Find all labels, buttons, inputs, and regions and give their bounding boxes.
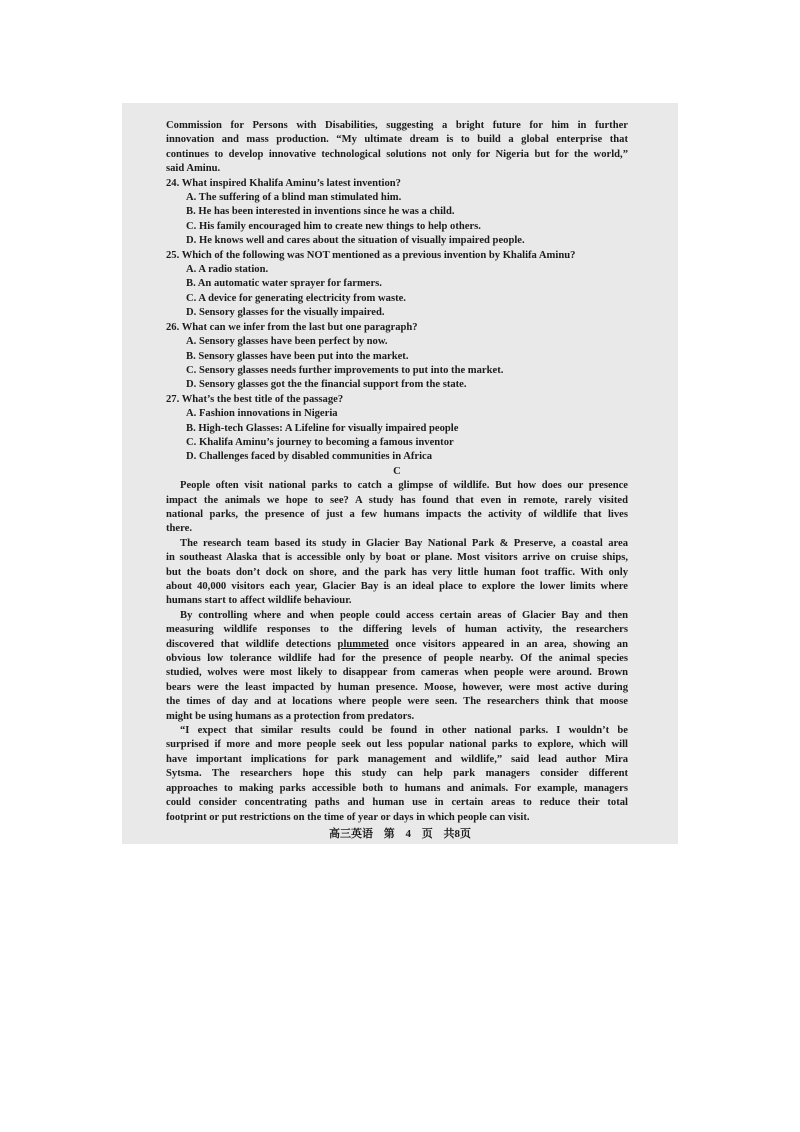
passage-line: about 40,000 visitors each year, Glacier Bay is an ideal place to explore the lower limits where — [166, 581, 628, 592]
option-a: A. Fashion innovations in Nigeria — [186, 408, 338, 420]
question-stem: 25. Which of the following was NOT mentioned as a previous invention by Khalifa Aminu? — [166, 249, 576, 261]
passage-line: said Aminu. — [166, 163, 221, 175]
passage-text: once visitors appeared in an area, showing an — [388, 638, 628, 650]
passage-line: impact the animals we hope to see? A study has found that even in remote, rarely visited — [166, 494, 628, 506]
passage-line: Commission for Persons with Disabilities, suggesting a bright future for him in further — [166, 120, 628, 131]
section-label: C — [393, 465, 401, 477]
question-stem: 24. What inspired Khalifa Aminu’s latest invention? — [166, 177, 401, 189]
option-c: C. Khalifa Aminu’s journey to becoming a famous inventor — [186, 436, 454, 448]
passage-c-paragraph-1 — [166, 479, 628, 537]
option-d: D. Challenges faced by disabled communities in Africa — [186, 451, 433, 463]
option-b: B. High-tech Glasses: A Lifeline for visually impaired people — [186, 422, 459, 434]
passage-line: innovation and mass production. “My ultimate dream is to build a global enterprise that — [166, 134, 628, 146]
option-c: C. A device for generating electricity from waste. — [186, 292, 406, 304]
option-b: B. He has been interested in inventions since he was a child. — [186, 206, 455, 218]
option-b: B. Sensory glasses have been put into the market. — [186, 350, 409, 362]
passage-line: studied, wolves were most likely to disappear from cameras when people were around. Brown — [166, 667, 628, 679]
passage-c-paragraph-2 — [166, 537, 628, 609]
option-c: C. His family encouraged him to create new things to help others. — [186, 220, 481, 232]
question-25 — [166, 249, 628, 321]
passage-line: in southeast Alaska that is accessible only by boat or plane. Most visitors arrive on cruise ships, — [166, 552, 628, 564]
question-27 — [166, 393, 628, 465]
passage-line: but the boats don’t dock on shore, and the park has very little human foot traffic. With only — [166, 566, 628, 578]
passage-line: the times of day and at locations where people were seen. The researchers think that moose — [166, 696, 628, 708]
passage-line: continues to develop innovative technological solutions not only for Nigeria but for the world,” — [166, 148, 628, 160]
passage-line: national parks, the presence of just a few humans impacts the activity of wildlife that lives — [166, 508, 628, 520]
passage-line: Sytsma. The researchers hope this study can help park managers consider different — [166, 768, 628, 780]
passage-c-paragraph-4 — [166, 724, 628, 825]
option-d: D. Sensory glasses got the the financial support from the state. — [186, 379, 467, 391]
passage-line: approaches to making parks accessible both to humans and animals. For example, managers — [166, 782, 628, 794]
option-d: D. Sensory glasses for the visually impaired. — [186, 307, 385, 319]
option-d: D. He knows well and cares about the situation of visually impaired people. — [186, 235, 525, 247]
question-24 — [166, 177, 628, 249]
passage-line: measuring wildlife responses to the differing levels of human activity, the researchers — [166, 624, 628, 636]
passage-line: “I expect that similar results could be found in other national parks. I wouldn’t be — [180, 725, 628, 737]
page-footer: 高三英语 第 4 页 共8页 — [329, 828, 471, 840]
option-a: A. A radio station. — [186, 264, 269, 276]
passage-line: The research team based its study in Glacier Bay National Park & Preserve, a coastal area — [180, 537, 628, 549]
passage-line: surprised if more and more people seek out less popular national parks to explore, which will — [166, 739, 628, 751]
passage-text: discovered that wildlife detections — [166, 638, 338, 650]
question-26 — [166, 321, 628, 393]
option-a: A. Sensory glasses have been perfect by now. — [186, 336, 388, 348]
question-stem: 26. What can we infer from the last but one paragraph? — [166, 321, 418, 333]
passage-line: obvious low tolerance wildlife had for the presence of people nearby. Of the animal species — [166, 653, 628, 665]
passage-line: People often visit national parks to catch a glimpse of wildlife. But how does our presence — [180, 480, 628, 492]
passage-line: there. — [166, 523, 192, 535]
passage-line: bears were the least impacted by human presence. Moose, however, were most active during — [166, 681, 628, 693]
exam-text — [166, 119, 628, 825]
passage-line: By controlling where and when people could access certain areas of Glacier Bay and then — [180, 609, 628, 621]
passage-line: have important implications for park management and wildlife,” said lead author Mira — [166, 753, 628, 765]
underlined-word: plummeted — [337, 638, 389, 650]
question-stem: 27. What’s the best title of the passage? — [166, 393, 344, 405]
passage-line-with-underlined-word — [166, 638, 628, 652]
option-c: C. Sensory glasses needs further improvements to put into the market. — [186, 364, 504, 376]
option-a: A. The suffering of a blind man stimulated him. — [186, 192, 402, 204]
passage-line: footprint or put restrictions on the time of year or days in which people can visit. — [166, 811, 530, 823]
option-b: B. An automatic water sprayer for farmers. — [186, 278, 382, 290]
passage-line: could consider concentrating paths and human use in certain areas to reduce their total — [166, 797, 628, 809]
passage-c-paragraph-3 — [166, 609, 628, 724]
passage-line: humans start to affect wildlife behaviour. — [166, 595, 352, 607]
scanned-exam-page — [122, 103, 678, 844]
passage-line: might be using humans as a protection from predators. — [166, 710, 415, 722]
